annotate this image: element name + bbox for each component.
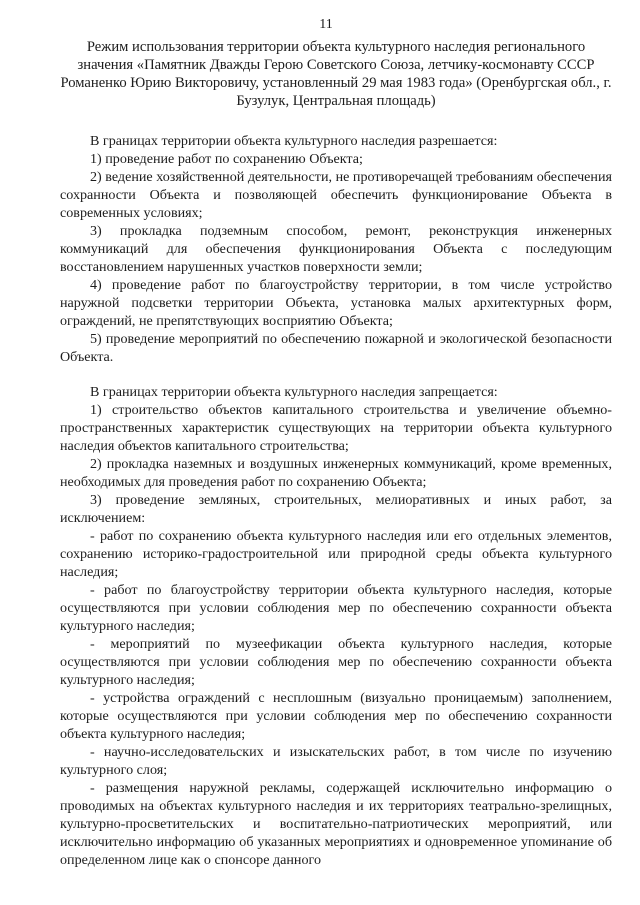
document-title: Режим использования территории объекта культурного наследия регионального значения «Памятник Дважды Герою Советского Союза, летчику-космонавту СССР Романенко Юрию Викторовичу, установленный 29 мая 1983 года» (Оренбургская обл., г. Бузулук, Центральная площадь) <box>60 39 612 109</box>
allowed-item: 5) проведение мероприятий по обеспечению пожарной и экологической безопасности Объекта. <box>60 331 612 365</box>
prohibited-item: 2) прокладка наземных и воздушных инженерных коммуникаций, кроме временных, необходимых для проведения работ по сохранению Объекта; <box>60 456 612 490</box>
allowed-item: 3) прокладка подземным способом, ремонт, реконструкция инженерных коммуникаций для обеспечения функционирования Объекта с последующим восстановлением нарушенных участков поверхности земли; <box>60 223 612 275</box>
prohibited-subitem: - мероприятий по музеефикации объекта культурного наследия, которые осуществляются при условии соблюдения мер по обеспечению сохранности объекта культурного наследия; <box>60 636 612 688</box>
prohibited-item: 1) строительство объектов капитального строительства и увеличение объемно-пространственных характеристик существующих на территории объекта культурного наследия объектов капитального строительства; <box>60 402 612 454</box>
allowed-heading: В границах территории объекта культурного наследия разрешается: <box>90 133 498 149</box>
allowed-section <box>60 132 612 366</box>
allowed-item: 1) проведение работ по сохранению Объекта; <box>90 151 363 167</box>
allowed-item: 4) проведение работ по благоустройству территории, в том числе устройство наружной подсветки территории Объекта, установка малых архитектурных форм, ограждений, не препятствующих восприятию Объекта; <box>60 277 612 329</box>
allowed-item: 2) ведение хозяйственной деятельности, не противоречащей требованиям обеспечения сохранности Объекта и позволяющей обеспечить функционирование Объекта в современных условиях; <box>60 169 612 221</box>
prohibited-section <box>60 383 612 869</box>
prohibited-subitem: - работ по благоустройству территории объекта культурного наследия, которые осуществляются при условии соблюдения мер по обеспечению сохранности объекта культурного наследия; <box>60 582 612 634</box>
prohibited-item: 3) проведение земляных, строительных, мелиоративных и иных работ, за исключением: <box>60 492 612 526</box>
prohibited-heading: В границах территории объекта культурного наследия запрещается: <box>90 384 498 400</box>
prohibited-subitem: - работ по сохранению объекта культурного наследия или его отдельных элементов, сохранению историко-градостроительной или природной среды объекта культурного наследия; <box>60 528 612 580</box>
prohibited-subitem: - научно-исследовательских и изыскательских работ, в том числе по изучению культурного слоя; <box>60 744 612 778</box>
prohibited-subitem: - размещения наружной рекламы, содержащей исключительно информацию о проводимых на объектах культурного наследия и их территориях театрально-зрелищных, культурно-просветительских и воспитательно-патриотических мероприятий, или исключительно информацию об указанных мероприятиях и одновременное упоминание об определенном лице как о спонсоре данного <box>60 780 612 868</box>
page-number: 11 <box>319 17 333 32</box>
section-gap <box>60 366 612 383</box>
prohibited-subitem: - устройства ограждений с несплошным (визуально проницаемым) заполнением, которые осуществляются при условии соблюдения мер по обеспечению сохранности объекта культурного наследия; <box>60 690 612 742</box>
